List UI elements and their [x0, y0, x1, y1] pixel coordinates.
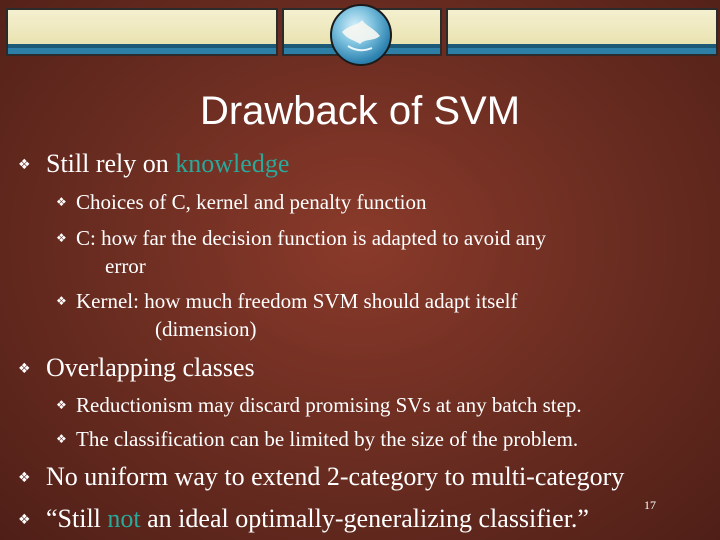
point-1 — [46, 149, 289, 179]
bullet-diamond-icon: ❖ — [18, 512, 31, 528]
point-4-highlight: not — [107, 504, 141, 533]
bullet-diamond-icon: ❖ — [56, 294, 67, 308]
point-2-sub-2: The classification can be limited by the size of the problem. — [76, 427, 579, 451]
bullet-diamond-icon: ❖ — [18, 157, 31, 173]
page-number: 17 — [644, 498, 656, 512]
header-banner-left — [6, 8, 278, 56]
point-1-highlight: knowledge — [175, 149, 290, 178]
bullet-diamond-icon: ❖ — [18, 361, 31, 377]
point-2: Overlapping classes — [46, 353, 255, 382]
point-1-sub-2: C: how far the decision function is adapted to avoid any — [76, 226, 547, 250]
slide-title: Drawback of SVM — [199, 89, 521, 133]
point-4-text-end: an ideal optimally-generalizing classifier.” — [140, 504, 589, 533]
globe-icon — [330, 4, 392, 66]
bullet-diamond-icon: ❖ — [56, 231, 67, 245]
point-1-sub-1: Choices of C, kernel and penalty function — [76, 190, 427, 214]
bullet-diamond-icon: ❖ — [18, 470, 31, 486]
bullet-diamond-icon: ❖ — [56, 195, 67, 209]
header-banner-right — [446, 8, 718, 56]
bullet-diamond-icon: ❖ — [56, 398, 67, 412]
point-1-text: Still rely on — [46, 149, 176, 178]
point-1-sub-3-cont: (dimension) — [155, 317, 257, 341]
point-1-sub-3: Kernel: how much freedom SVM should adapt itself — [76, 289, 518, 313]
point-2-sub-1: Reductionism may discard promising SVs at any batch step. — [76, 393, 582, 417]
point-1-sub-2-cont: error — [105, 254, 146, 278]
point-4 — [46, 504, 589, 534]
bullet-diamond-icon: ❖ — [56, 432, 67, 446]
point-4-text-start: “Still — [46, 504, 108, 533]
point-3: No uniform way to extend 2-category to multi-category — [46, 462, 625, 491]
